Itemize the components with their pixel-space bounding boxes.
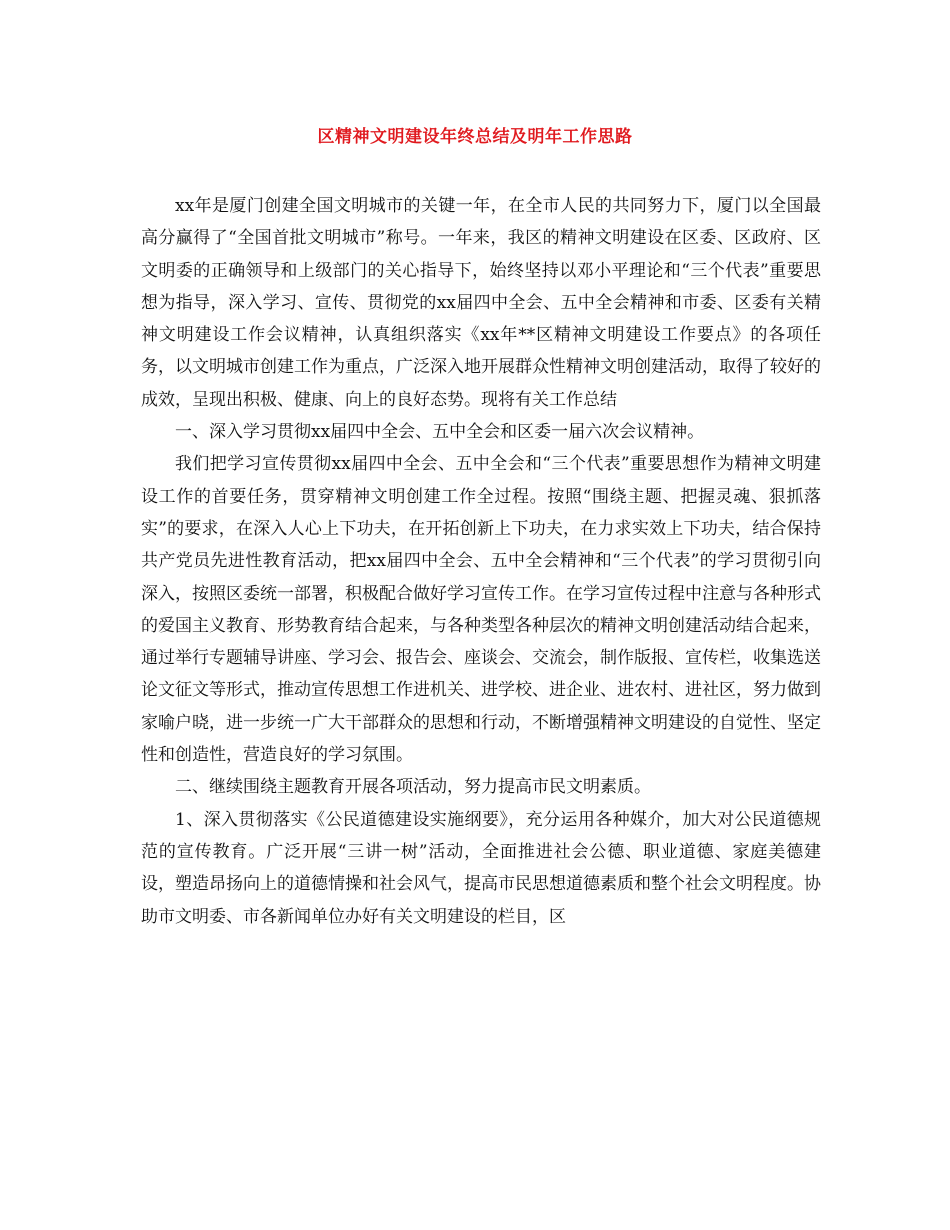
paragraph-section-1: 我们把学习宣传贯彻xx届四中全会、五中全会和“三个代表”重要思想作为精神文明建设工作的首要任务，贯穿精神文明创建工作全过程。按照“围绕主题、把握灵魂、狠抓落实”的要求，在深入人心上下功夫，在开拓创新上下功夫，在力求实效上下功夫，结合保持共产党员先进性教育活动，把xx届四中全会、五中全会精神和“三个代表”的学习贯彻引向深入，按照区委统一部署，积极配合做好学习宣传工作。在学习宣传过程中注意与各种形式的爱国主义教育、形势教育结合起来，与各种类型各种层次的精神文明创建活动结合起来，通过举行专题辅导讲座、学习会、报告会、座谈会、交流会，制作版报、宣传栏，收集选送论文征文等形式，推动宣传思想工作进机关、进学校、进企业、进农村、进社区，努力做到家喻户晓，进一步统一广大干部群众的思想和行动，不断增强精神文明建设的自觉性、坚定性和创造性，营造良好的学习氛围。 [141, 454, 821, 766]
section-heading-2: 二、继续围绕主题教育开展各项活动，努力提高市民文明素质。 [175, 777, 651, 798]
paragraph-intro: xx年是厦门创建全国文明城市的关键一年，在全市人民的共同努力下，厦门以全国最高分赢得了“全国首批文明城市”称号。一年来，我区的精神文明建设在区委、区政府、区文明委的正确领导和上级部门的关心指导下，始终坚持以邓小平理论和“三个代表”重要思想为指导，深入学习、宣传、贯彻党的xx届四中全会、五中全会精神和市委、区委有关精神文明建设工作会议精神，认真组织落实《xx年**区精神文明建设工作要点》的各项任务，以文明城市创建工作为重点，广泛深入地开展群众性精神文明创建活动，取得了较好的成效，呈现出积极、健康、向上的良好态势。现将有关工作总结 [141, 196, 821, 410]
section-heading-1: 一、深入学习贯彻xx届四中全会、五中全会和区委一届六次会议精神。 [175, 422, 705, 443]
paragraph-section-2-item-1: 1、深入贯彻落实《公民道德建设实施纲要》，充分运用各种媒介，加大对公民道德规范的宣传教育。广泛开展“三讲一树”活动，全面推进社会公德、职业道德、家庭美德建设，塑造昂扬向上的道德情操和社会风气，提高市民思想道德素质和整个社会文明程度。协助市文明委、市各新闻单位办好有关文明建设的栏目，区 [141, 809, 821, 927]
document-title: 区精神文明建设年终总结及明年工作思路 [317, 127, 633, 147]
document-body [141, 190, 821, 933]
